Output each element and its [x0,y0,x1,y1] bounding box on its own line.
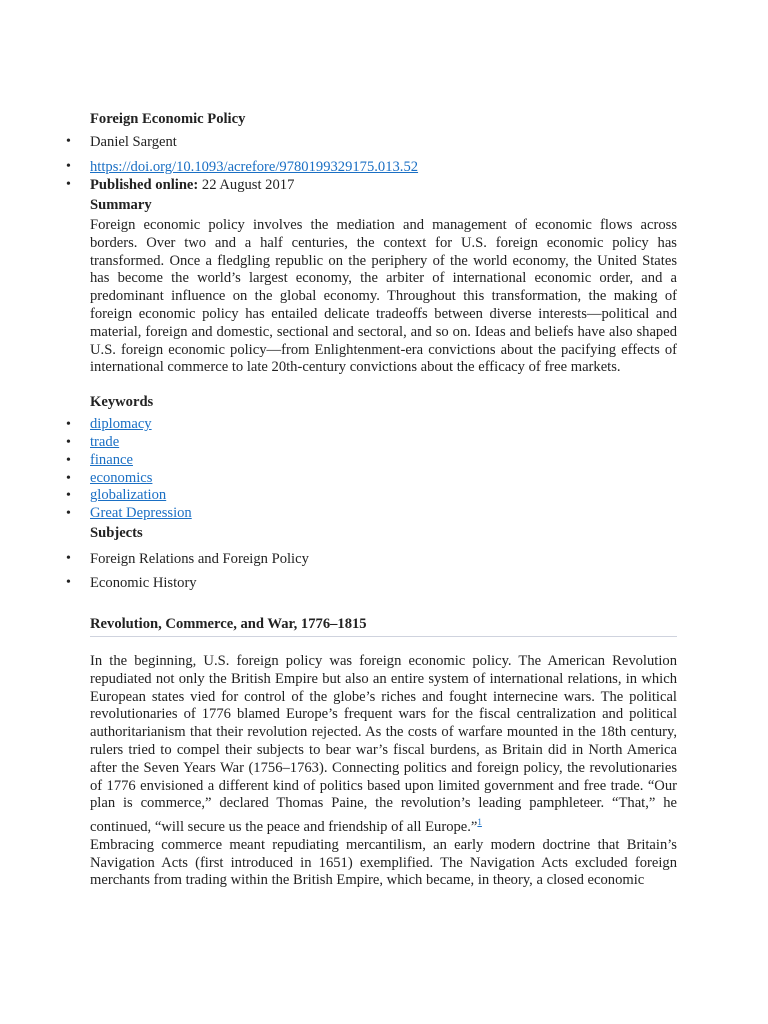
article-page [90,110,677,890]
keyword-item [90,434,677,452]
keyword-item [90,452,677,470]
keyword-link-diplomacy[interactable]: diplomacy [90,416,152,433]
keyword-item [90,470,677,488]
keyword-item [90,487,677,505]
keyword-link-trade[interactable]: trade [90,433,120,450]
keyword-link-economics[interactable]: economics [90,469,153,486]
doi-link[interactable]: https://doi.org/10.1093/acrefore/9780199329175.013.52 [90,159,419,175]
subjects-heading: Subjects [90,524,143,541]
keywords-list [90,416,677,523]
footnote-marker [477,814,482,828]
author-name: • Daniel Sargent [90,133,677,151]
published-date: 22 August 2017 [198,177,295,193]
keyword-link-globalization[interactable]: globalization [90,487,167,504]
summary-heading: Summary [90,197,152,213]
keywords-heading: Keywords [90,394,154,411]
keyword-item [90,416,677,434]
published-item [90,176,677,194]
subject-item: • Economic History [90,574,677,592]
keyword-link-finance[interactable]: finance [90,451,133,468]
keyword-link-great-depression[interactable]: Great Depression [90,505,192,522]
section-paragraph-1 [90,653,677,837]
summary-text: Foreign economic policy involves the mediation and management of economic flows across borders. Over two and a half centuries, the context for U.S. foreign economic policy has transformed. Once a fledgling republic on the periphery of the world economy, the United States has become the world’s largest economy, the arbiter of international economic order, and a predominant influence on the global economy. Throughout this transformation, the making of foreign economic policy has entailed delicate tradeoffs between diverse interests—political and material, foreign and domestic, sectional and sectoral, and so on. Ideas and beliefs have also shaped U.S. foreign economic policy—from Enlightenment-era convictions about the pacifying effects of international commerce to late 20th-century convictions about the efficacy of free markets. [90,217,677,376]
section-paragraph-2: Embracing commerce meant repudiating mercantilism, an early modern doctrine that Britain’s Navigation Acts (first introduced in 1651) exemplified. The Navigation Acts excluded foreign merchants from trading within the British Empire, which became, in theory, a closed economic [90,836,677,889]
article-meta-list [90,133,677,194]
published-label: Published online: [90,177,199,193]
subjects-list [90,550,677,592]
doi-item [90,158,677,176]
article-title: Foreign Economic Policy [90,111,246,127]
keyword-item [90,505,677,523]
subject-item: • Foreign Relations and Foreign Policy [90,550,677,568]
section-heading: Revolution, Commerce, and War, 1776–1815 [90,615,677,637]
section-paragraph-1-text: In the beginning, U.S. foreign policy was foreign economic policy. The American Revolution repudiated not only the British Empire but also an entire system of international relations, in which European states vied for control of the globe’s riches and fought internecine wars. The political revolutionaries of 1776 blamed Europe’s frequent wars for the fiscal centralization and political authoritarianism that their revolution rejected. As the costs of warfare mounted in the 18th century, rulers tried to compel their subjects to bear war’s fiscal burdens, as Britain did in North America after the Seven Years War (1756–1763). Connecting politics and foreign policy, the revolutionaries of 1776 envisioned a different kind of politics based upon limited government and free trade. “Our plan is commerce,” declared Thomas Paine, the revolution’s leading pamphleteer. “That,” he continued, “will secure us the peace and friendship of all Europe.” [90,652,677,835]
footnote-link[interactable]: 1 [477,817,482,828]
